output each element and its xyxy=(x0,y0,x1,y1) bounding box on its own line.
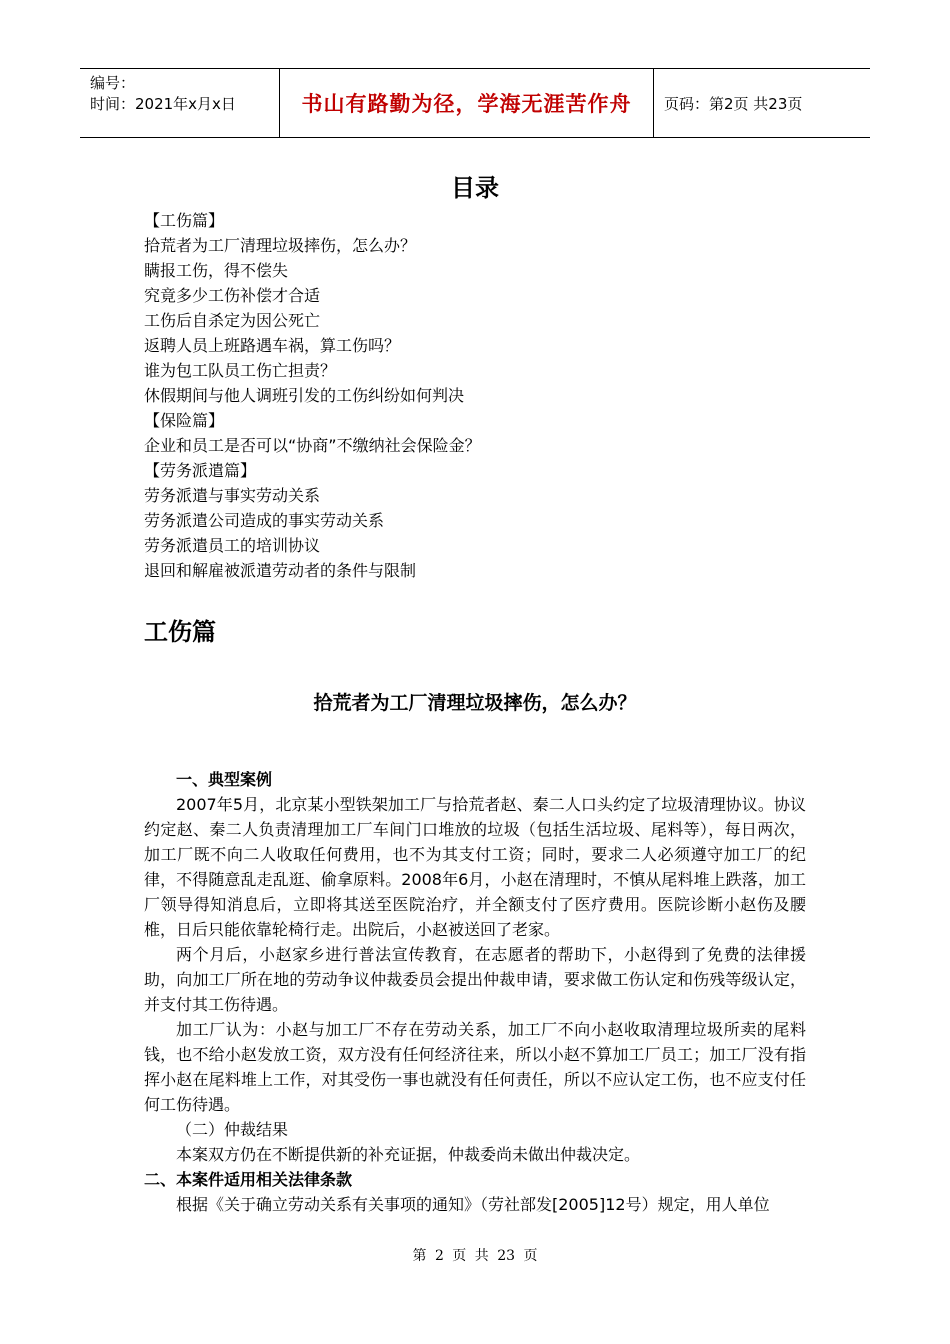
toc-item: 谁为包工队员工伤亡担责？ xyxy=(144,361,337,380)
subheading-applicable-law: 二、本案件适用相关法律条款 xyxy=(144,1170,353,1189)
toc-item: 返聘人员上班路遇车祸，算工伤吗？ xyxy=(144,336,401,355)
toc-item: 拾荒者为工厂清理垃圾摔伤，怎么办？ xyxy=(144,236,417,255)
toc-item: 【保险篇】 xyxy=(144,411,225,430)
toc-item: 瞒报工伤，得不偿失 xyxy=(144,261,289,280)
document-header xyxy=(80,68,870,138)
toc-item: 退回和解雇被派遣劳动者的条件与限制 xyxy=(144,561,417,580)
paragraph: 两个月后，小赵家乡进行普法宣传教育，在志愿者的帮助下，小赵得到了免费的法律援助，向加工厂所在地的劳动争议仲裁委员会提出仲裁申请，要求做工伤认定和伤残等级认定，并支付其工伤待遇。 xyxy=(144,945,806,1014)
subheading-arbitration-result: （二）仲裁结果 xyxy=(176,1120,289,1139)
paragraph: 本案双方仍在不断提供新的补充证据，仲裁委尚未做出仲裁决定。 xyxy=(176,1145,641,1164)
header-number: 编号： xyxy=(90,74,136,92)
subheading-typical-case: 一、典型案例 xyxy=(176,770,273,789)
toc-item: 劳务派遣与事实劳动关系 xyxy=(144,486,321,505)
toc-item: 工伤后自杀定为因公死亡 xyxy=(144,311,321,330)
article-body xyxy=(144,767,806,1217)
table-of-contents xyxy=(144,208,481,583)
toc-item: 【工伤篇】 xyxy=(144,211,225,230)
toc-item: 企业和员工是否可以“协商”不缴纳社会保险金？ xyxy=(144,436,481,455)
toc-item: 【劳务派遣篇】 xyxy=(144,461,257,480)
header-meta xyxy=(80,69,280,137)
header-time: 时间：2021年x月x日 xyxy=(90,95,236,113)
header-page-number: 页码：第2页 共23页 xyxy=(664,94,803,113)
toc-item: 劳务派遣员工的培训协议 xyxy=(144,536,321,555)
article-heading: 拾荒者为工厂清理垃圾摔伤，怎么办？ xyxy=(313,692,637,714)
page-title: 目录 xyxy=(451,174,499,202)
section-heading: 工伤篇 xyxy=(144,618,216,646)
header-motto: 书山有路勤为径，学海无涯苦作舟 xyxy=(280,69,654,137)
toc-item: 休假期间与他人调班引发的工伤纠纷如何判决 xyxy=(144,386,465,405)
paragraph: 加工厂认为：小赵与加工厂不存在劳动关系，加工厂不向小赵收取清理垃圾所卖的尾料钱，也不给小赵发放工资，双方没有任何经济往来，所以小赵不算加工厂员工；加工厂没有指挥小赵在尾料堆上工作，对其受伤一事也就没有任何责任，所以不应认定工伤，也不应支付任何工伤待遇。 xyxy=(144,1020,806,1114)
page-footer: 第 2 页 共 23 页 xyxy=(412,1248,538,1264)
toc-item: 究竟多少工伤补偿才合适 xyxy=(144,286,321,305)
paragraph: 2007年5月，北京某小型铁架加工厂与拾荒者赵、秦二人口头约定了垃圾清理协议。协议约定赵、秦二人负责清理加工厂车间门口堆放的垃圾（包括生活垃圾、尾料等），每日两次，加工厂既不向二人收取任何费用，也不为其支付工资；同时，要求二人必须遵守加工厂的纪律，不得随意乱走乱逛、偷拿原料。2008年6月，小赵在清理时，不慎从尾料堆上跌落，加工厂领导得知消息后，立即将其送至医院治疗，并全额支付了医疗费用。医院诊断小赵伤及腰椎，日后只能依靠轮椅行走。出院后，小赵被送回了老家。 xyxy=(144,795,806,939)
paragraph: 根据《关于确立劳动关系有关事项的通知》（劳社部发[2005]12号）规定，用人单位 xyxy=(176,1195,770,1214)
toc-item: 劳务派遣公司造成的事实劳动关系 xyxy=(144,511,385,530)
